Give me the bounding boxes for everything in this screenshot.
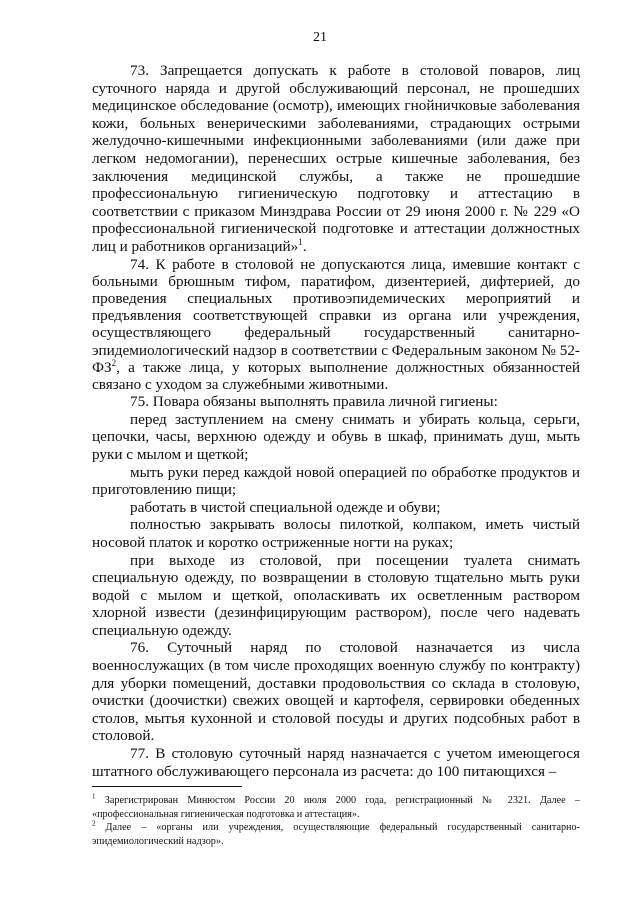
paragraph-77: 77. В столовую суточный наряд назначается с учетом имеющегося штатного обслуживающего персонала из расчета: до 100 питающихся – xyxy=(92,745,580,780)
paragraph-74-text: 74. К работе в столовой не допускаются лица, имевшие контакт с больными брюшным тифом, паратифом, дизентерией, дифтерией, до проведения специальных противоэпидемических мероприятий и предъявления соответствующей справки из органа или учреждения, осуществляющего федеральный государственный санитарно-эпидемиологический надзор в соответствии с Федеральным законом № 52-ФЗ xyxy=(92,255,580,376)
footnote-2-mark: 2 xyxy=(92,819,96,828)
paragraph-75: 75. Повара обязаны выполнять правила личной гигиены: xyxy=(130,393,498,411)
hygiene-rule-5: при выходе из столовой, при посещении туалета снимать специальную одежду, по возвращении в столовую тщательно мыть руки водой с мылом и щеткой, ополаскивать их осветленным раствором хлорной извести (дезинфицирующим раствором), после чего надевать специальную одежду. xyxy=(92,551,580,639)
footnote-2-text: Далее – «органы или учреждения, осуществляющие федеральный государственный санитарно-эпидемиологический надзор». xyxy=(92,822,580,847)
footnote-ref-2: 2 xyxy=(111,357,117,368)
hygiene-rule-3: работать в чистой специальной одежде и обуви; xyxy=(130,498,441,516)
paragraph-74 xyxy=(92,256,580,394)
paragraph-73 xyxy=(92,62,580,256)
body-text xyxy=(92,62,580,780)
paragraph-74-end: , а также лица, у которых выполнение должностных обязанностей связано с уходом за служебными животными. xyxy=(92,358,580,393)
footnote-1-text: Зарегистрирован Минюстом России 20 июля 2000 года, регистрационный № 2321. Далее – «профессиональная гигиеническая подготовка и аттестация». xyxy=(92,795,581,820)
footnote-1 xyxy=(92,794,580,821)
page-number: 21 xyxy=(313,30,327,45)
footnote-ref-1: 1 xyxy=(298,236,303,247)
footnotes xyxy=(92,794,580,848)
footnote-separator xyxy=(92,786,242,787)
hygiene-rule-1: перед заступлением на смену снимать и убирать кольца, серьги, цепочки, часы, верхнюю одежду и обувь в шкаф, принимать душ, мыть руки с мылом и щеткой; xyxy=(92,410,580,463)
hygiene-rule-2: мыть руки перед каждой новой операцией по обработке продуктов и приготовлению пищи; xyxy=(92,463,580,499)
paragraph-73-end: . xyxy=(302,237,307,255)
paragraph-76: 76. Суточный наряд по столовой назначается из числа военнослужащих (в том числе проходящих военную службу по контракту) для уборки помещений, доставки продовольствия со склада в столовую, очистки (доочистки) свежих овощей и картофеля, сервировки обеденных столов, мытья кухонной и столовой посуды и других подсобных работ в столовой. xyxy=(92,639,580,745)
footnote-2 xyxy=(92,821,580,848)
footnote-1-mark: 1 xyxy=(92,792,96,801)
paragraph-73-text: 73. Запрещается допускать к работе в столовой поваров, лиц суточного наряда и другой обслуживающий персонал, не прошедших медицинское обследование (осмотр), имеющих гнойничковые заболевания кожи, больных венерическими заболеваниями, страдающих острыми желудочно-кишечными инфекционными заболеваниями (или даже при легком недомогании), перенесших острые кишечные заболевания, без заключения медицинской службы, а также не прошедшие профессиональную гигиеническую подготовку и аттестацию в соответствии с приказом Минздрава России от 29 июня 2000 г. № 229 «О профессиональной гигиенической подготовке и аттестации должностных лиц и работников организаций» xyxy=(92,62,580,255)
hygiene-rule-4: полностью закрывать волосы пилоткой, колпаком, иметь чистый носовой платок и коротко остриженные ногти на руках; xyxy=(92,516,580,551)
